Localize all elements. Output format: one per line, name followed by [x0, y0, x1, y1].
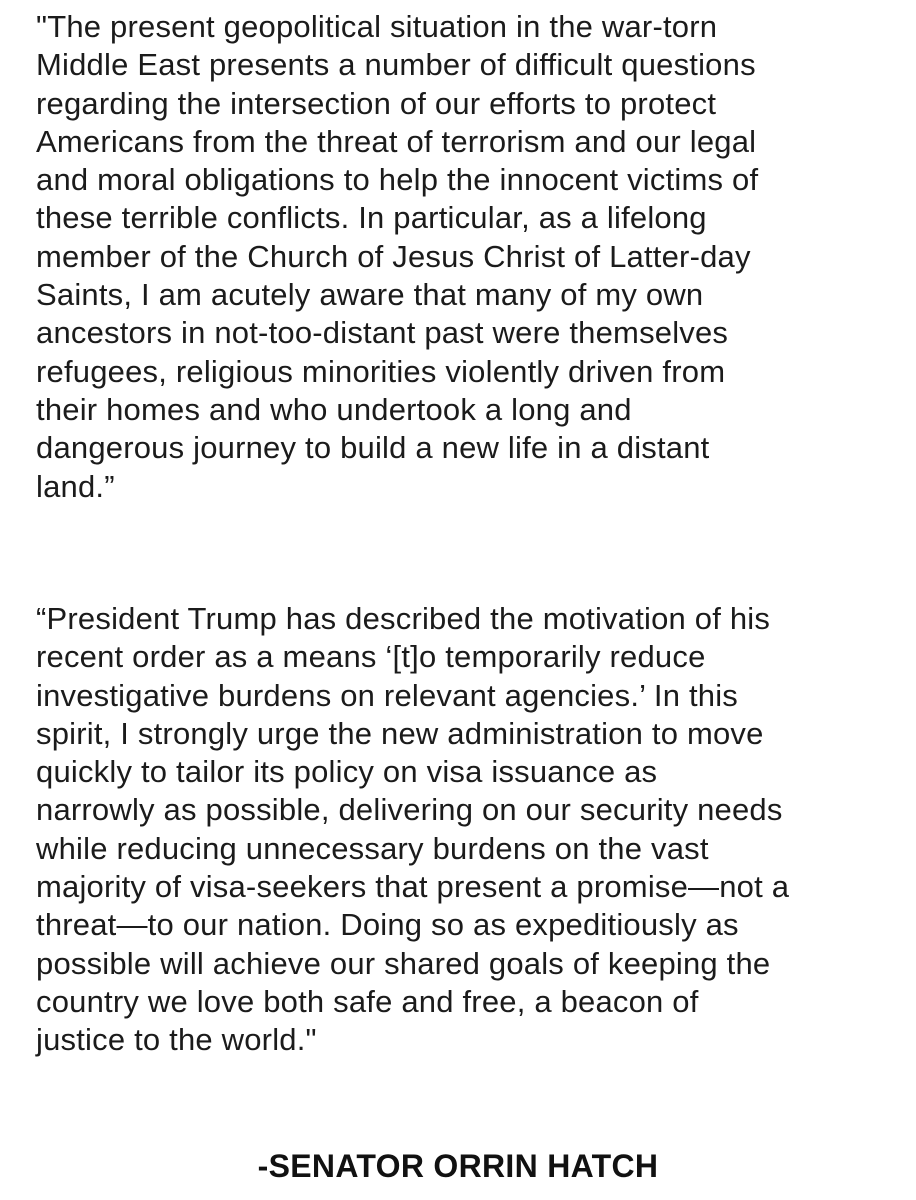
quote-paragraph-2	[36, 600, 789, 1060]
text-line: these terrible conflicts. In particular, as a lifelong	[36, 200, 707, 236]
text-line: justice to the world."	[36, 1022, 317, 1058]
text-line: investigative burdens on relevant agencies.’ In this	[36, 677, 738, 713]
text-line: member of the Church of Jesus Christ of Latter-day	[36, 238, 751, 274]
text-line: "The present geopolitical situation in the war-torn	[36, 9, 718, 44]
text-line: Middle East presents a number of difficult questions	[36, 47, 756, 83]
text-line: possible will achieve our shared goals of keeping the	[36, 945, 771, 981]
text-line: “President Trump has described the motivation of his	[36, 601, 771, 636]
text-line: regarding the intersection of our efforts to protect	[36, 85, 717, 121]
text-line: refugees, religious minorities violently driven from	[36, 353, 726, 389]
text-line: land.”	[36, 468, 115, 504]
text-line: Saints, I am acutely aware that many of my own	[36, 277, 704, 313]
text-line: spirit, I strongly urge the new administration to move	[36, 715, 764, 751]
text-line: dangerous journey to build a new life in a distant	[36, 430, 710, 466]
text-line: their homes and who undertook a long and	[36, 391, 632, 427]
text-line: Americans from the threat of terrorism and our legal	[36, 123, 757, 159]
text-line: quickly to tailor its policy on visa issuance as	[36, 754, 658, 790]
text-line: ancestors in not-too-distant past were themselves	[36, 315, 729, 351]
text-line: and moral obligations to help the innocent victims of	[36, 162, 759, 198]
text-line: while reducing unnecessary burdens on the vast	[36, 830, 709, 866]
text-line: country we love both safe and free, a beacon of	[36, 983, 699, 1019]
quote-paragraph-1	[36, 8, 758, 506]
text-line: majority of visa-seekers that present a promise—not a	[36, 869, 790, 905]
text-line: threat—to our nation. Doing so as expeditiously as	[36, 907, 739, 943]
signature: -SENATOR ORRIN HATCH	[257, 1148, 659, 1184]
text-line: recent order as a means ‘[t]o temporarily reduce	[36, 639, 706, 675]
text-line: narrowly as possible, delivering on our security needs	[36, 792, 783, 828]
